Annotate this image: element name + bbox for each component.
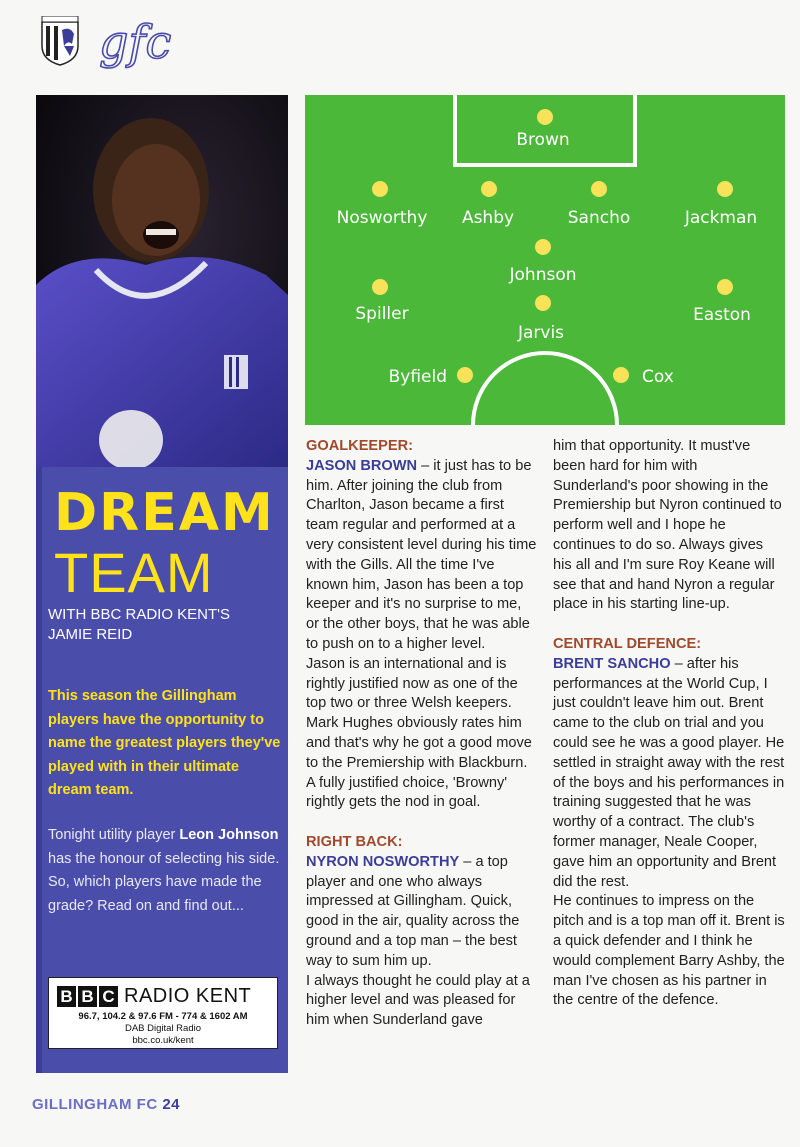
player-label: Spiller bbox=[355, 304, 409, 324]
byline-line-1: WITH BBC RADIO KENT'S bbox=[48, 606, 231, 623]
article-column-2 bbox=[553, 437, 785, 1011]
player-label: Ashby bbox=[461, 208, 515, 228]
player-dot bbox=[481, 181, 497, 197]
section-heading-central-defence: CENTRAL DEFENCE: bbox=[553, 635, 702, 652]
player-label: Easton bbox=[693, 305, 751, 325]
player-label: Sancho bbox=[567, 208, 631, 228]
tonight-text-2: has the honour of selecting his side. So, which players have made the grade? Read on and find out... bbox=[48, 850, 280, 914]
right-back-paragraph-2: I always thought he could play at a higher level and was pleased for him when Sunderland gave bbox=[306, 972, 530, 1029]
player-dot bbox=[717, 279, 733, 295]
byline-line-2: JAMIE REID bbox=[48, 626, 133, 643]
panel-stripe bbox=[36, 467, 42, 1073]
bbc-row bbox=[57, 985, 251, 1008]
goalkeeper-paragraph-2: Jason is an international and is rightly justified now as one of the top two or three Welsh keepers. Mark Hughes obviously rates him and that's why he got a good move to the Premiership with Blackburn. A fully justified choice, 'Browny' rightly gets the nod in goal. bbox=[306, 655, 532, 811]
player-label: Johnson bbox=[509, 265, 577, 285]
player-dot bbox=[717, 181, 733, 197]
central-defence-text-1: – after his performances at the World Cup, I just couldn't leave him out. Brent came to the club on trial and you could see he was a good player. He settled in straight away with the rest of the boys and his performances in training suggested that he was worthy of a contract. The club's former manager, Neale Cooper, gave him an opportunity and Brent did the rest. bbox=[553, 655, 785, 890]
player-dot bbox=[613, 367, 629, 383]
bbc-letter-c: C bbox=[99, 986, 118, 1007]
player-name-jason-brown: JASON BROWN bbox=[306, 457, 418, 474]
player-name-brent-sancho: BRENT SANCHO bbox=[553, 655, 671, 672]
byline bbox=[48, 605, 283, 645]
gillingham-crest-icon bbox=[40, 16, 80, 66]
headline-team: TEAM bbox=[54, 541, 214, 604]
section-heading-goalkeeper: GOALKEEPER: bbox=[306, 438, 414, 454]
footer-club: GILLINGHAM FC bbox=[32, 1096, 158, 1113]
player-dot bbox=[372, 279, 388, 295]
right-back-paragraph-1 bbox=[306, 853, 538, 972]
gfc-logo-text: gfc bbox=[99, 15, 172, 69]
dream-team-panel bbox=[36, 467, 288, 1073]
tonight-text-1: Tonight utility player bbox=[48, 827, 180, 843]
player-dot bbox=[535, 239, 551, 255]
right-back-paragraph-3: him that opportunity. It must've been hard for him with Sunderland's poor showing in the Premiership but Nyron continued to perform well and I hope he continues to do so. Always gives his all and I'm sure Roy Keane will see that and hand Nyron a regular place in his starting line-up. bbox=[553, 438, 782, 613]
bbc-radio-kent-logo bbox=[48, 977, 278, 1049]
bbc-letter-b1: B bbox=[57, 986, 76, 1007]
page-number: 24 bbox=[162, 1096, 181, 1113]
formation-pitch bbox=[305, 95, 785, 425]
radio-frequencies: 96.7, 104.2 & 97.6 FM - 774 & 1602 AM bbox=[78, 1011, 248, 1022]
gfc-monogram-icon bbox=[95, 14, 185, 74]
tonight-text bbox=[48, 824, 284, 918]
player-label: Byfield bbox=[388, 367, 447, 387]
player-label: Brown bbox=[516, 130, 570, 150]
player-dot bbox=[457, 367, 473, 383]
radio-url: bbc.co.uk/kent bbox=[132, 1035, 194, 1046]
player-dot bbox=[537, 109, 553, 125]
intro-text: This season the Gillingham players have the opportunity to name the greatest players they've played with in their ultimate dream team. bbox=[48, 688, 281, 798]
player-name-nyron-nosworthy: NYRON NOSWORTHY bbox=[306, 853, 460, 870]
tonight-player-name: Leon Johnson bbox=[179, 827, 279, 843]
section-heading-right-back: RIGHT BACK: bbox=[306, 833, 403, 850]
player-dot bbox=[591, 181, 607, 197]
radio-dab: DAB Digital Radio bbox=[124, 1023, 202, 1034]
player-label: Jarvis bbox=[517, 323, 565, 343]
player-dot bbox=[372, 181, 388, 197]
central-defence-paragraph-1 bbox=[553, 655, 785, 893]
player-label: Cox bbox=[642, 367, 674, 387]
headline-dream: DREAM bbox=[54, 483, 275, 543]
player-label: Nosworthy bbox=[336, 208, 428, 228]
page-footer bbox=[32, 1096, 180, 1113]
player-dot bbox=[535, 295, 551, 311]
goalkeeper-paragraph-1 bbox=[306, 457, 538, 655]
right-back-text-1: – a top player and one who always impressed at Gillingham. Quick, good in the air, quality across the ground and a top man – the best way to sum him up. bbox=[306, 853, 520, 969]
bbc-letter-b2: B bbox=[78, 986, 97, 1007]
goalkeeper-text-1: – it just has to be him. After joining the club from Charlton, Jason became a first team regular and performed at a very consistent level during his time with the Gills. All the time I've known him, Jason has been a top keeper and it's no surprise to me, or the other boys, that he was able to push on to a higher level. bbox=[306, 457, 537, 652]
radio-station-name: RADIO KENT bbox=[124, 985, 252, 1007]
player-label: Jackman bbox=[684, 208, 758, 228]
player-photo bbox=[36, 95, 288, 467]
central-defence-paragraph-2: He continues to impress on the pitch and is a top man off it. Brent is a quick defender and I think he would complement Barry Ashby, the man I've chosen as his partner in the centre of the defence. bbox=[553, 893, 785, 1009]
article-column-1 bbox=[306, 437, 538, 1031]
